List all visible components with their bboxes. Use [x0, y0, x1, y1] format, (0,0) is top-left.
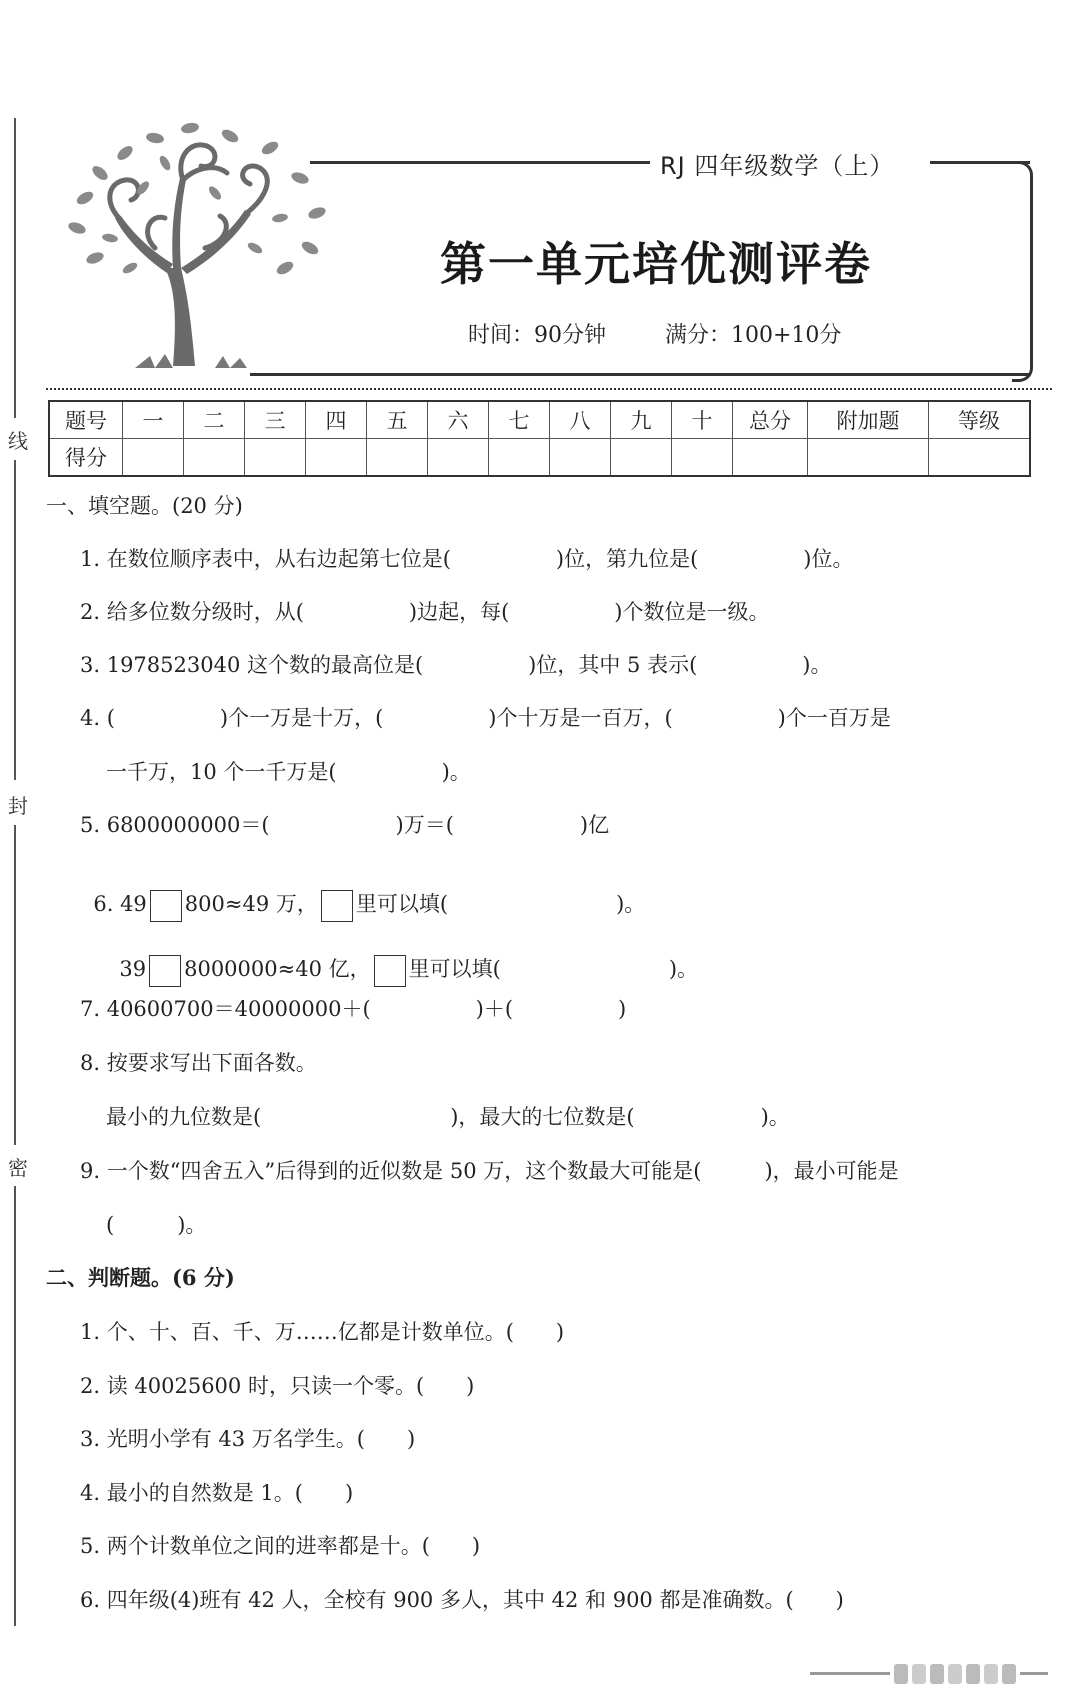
- score-cell[interactable]: [808, 439, 929, 477]
- fill-question-4: 4. ( )个一万是十万，( )个十万是一百万，( )个一百万是: [80, 706, 891, 730]
- fill-question-5: 5. 6800000000＝( )万＝( )亿: [80, 813, 610, 837]
- answer-box[interactable]: [374, 955, 406, 987]
- score-cell[interactable]: [489, 439, 550, 477]
- score-header-cell: 六: [428, 401, 489, 439]
- score-header-cell: 五: [367, 401, 428, 439]
- fill-question-6b: [106, 929, 698, 987]
- page-title: 第一单元培优测评卷: [440, 237, 872, 291]
- answer-box[interactable]: [321, 890, 353, 922]
- score-row-label: 得分: [49, 439, 123, 477]
- fill-question-2: 2. 给多位数分级时，从( )边起，每( )个数位是一级。: [80, 600, 770, 624]
- judge-question-2: 2. 读 40025600 时，只读一个零。( ): [80, 1374, 475, 1398]
- fill-question-4-cont: 一千万，10 个一千万是( )。: [106, 760, 471, 784]
- fill-question-8-cont: 最小的九位数是( )，最大的七位数是( )。: [106, 1105, 790, 1129]
- score-header-cell: 二: [184, 401, 245, 439]
- score-cell[interactable]: [245, 439, 306, 477]
- score-header-cell: 附加题: [808, 401, 929, 439]
- answer-box[interactable]: [150, 890, 182, 922]
- judge-question-1: 1. 个、十、百、千、万……亿都是计数单位。( ): [80, 1320, 565, 1344]
- judge-question-3: 3. 光明小学有 43 万名学生。( ): [80, 1427, 416, 1451]
- score-cell[interactable]: [306, 439, 367, 477]
- fill-question-6a: [80, 864, 645, 922]
- q6a-prefix: 6. 49: [93, 892, 147, 916]
- score-header-cell: 八: [550, 401, 611, 439]
- score-cell[interactable]: [611, 439, 672, 477]
- binding-label-secret: 密: [8, 1156, 28, 1180]
- binding-line-lower: [14, 825, 16, 1145]
- score-table: [48, 400, 1031, 477]
- q6b-prefix: 39: [119, 957, 147, 981]
- score-header-cell: 四: [306, 401, 367, 439]
- exam-full-score: 满分：100+10分: [665, 323, 842, 348]
- score-table-score-row: [49, 439, 1030, 477]
- fill-question-9-cont: ( )。: [106, 1213, 207, 1237]
- exam-time: 时间：90分钟: [468, 323, 606, 348]
- score-header-cell: 题号: [49, 401, 123, 439]
- dotted-divider: [46, 388, 1052, 390]
- fill-question-8: 8. 按要求写出下面各数。: [80, 1051, 317, 1075]
- score-cell[interactable]: [367, 439, 428, 477]
- header-rule-left: [310, 161, 650, 164]
- score-table-header-row: [49, 401, 1030, 439]
- score-header-cell: 七: [489, 401, 550, 439]
- header-frame-corner: [1012, 161, 1033, 382]
- answer-box[interactable]: [149, 955, 181, 987]
- score-header-cell: 等级: [929, 401, 1031, 439]
- q6a-suffix: 里可以填( )。: [355, 892, 646, 916]
- watermark-bars: [810, 1660, 1050, 1688]
- score-cell[interactable]: [123, 439, 184, 477]
- score-header-cell: 一: [123, 401, 184, 439]
- fill-question-1: 1. 在数位顺序表中，从右边起第七位是( )位，第九位是( )位。: [80, 547, 854, 571]
- judge-question-6: 6. 四年级(4)班有 42 人，全校有 900 多人，其中 42 和 900 都是准确数。( ): [80, 1588, 844, 1612]
- q6b-suffix: 里可以填( )。: [408, 957, 699, 981]
- fill-question-7: 7. 40600700＝40000000＋( )＋( ): [80, 997, 627, 1021]
- header-rule-bottom: [250, 373, 1030, 376]
- section-1-title: 一、填空题。(20 分): [46, 494, 243, 518]
- judge-question-4: 4. 最小的自然数是 1。( ): [80, 1481, 354, 1505]
- q6a-middle: 800≈49 万，: [184, 892, 318, 916]
- series-label: RJ 四年级数学（上）: [660, 152, 895, 180]
- binding-line-mid: [14, 460, 16, 780]
- binding-line-bottom: [14, 1186, 16, 1626]
- score-cell[interactable]: [550, 439, 611, 477]
- score-cell[interactable]: [672, 439, 733, 477]
- q6b-middle: 8000000≈40 亿，: [184, 957, 371, 981]
- score-header-cell: 三: [245, 401, 306, 439]
- score-header-cell: 总分: [733, 401, 808, 439]
- score-header-cell: 九: [611, 401, 672, 439]
- score-cell[interactable]: [733, 439, 808, 477]
- score-cell[interactable]: [184, 439, 245, 477]
- judge-question-5: 5. 两个计数单位之间的进率都是十。( ): [80, 1534, 481, 1558]
- tree-illustration: [55, 118, 345, 378]
- binding-label-seal: 封: [8, 794, 28, 818]
- score-cell[interactable]: [428, 439, 489, 477]
- binding-line-top: [14, 118, 16, 418]
- score-cell[interactable]: [929, 439, 1031, 477]
- score-header-cell: 十: [672, 401, 733, 439]
- fill-question-9: 9. 一个数“四舍五入”后得到的近似数是 50 万，这个数最大可能是( )，最小可能是: [80, 1159, 899, 1183]
- fill-question-3: 3. 1978523040 这个数的最高位是( )位，其中 5 表示( )。: [80, 653, 832, 677]
- binding-label-line: 线: [8, 429, 28, 453]
- section-2-title: 二、判断题。(6 分): [46, 1265, 235, 1290]
